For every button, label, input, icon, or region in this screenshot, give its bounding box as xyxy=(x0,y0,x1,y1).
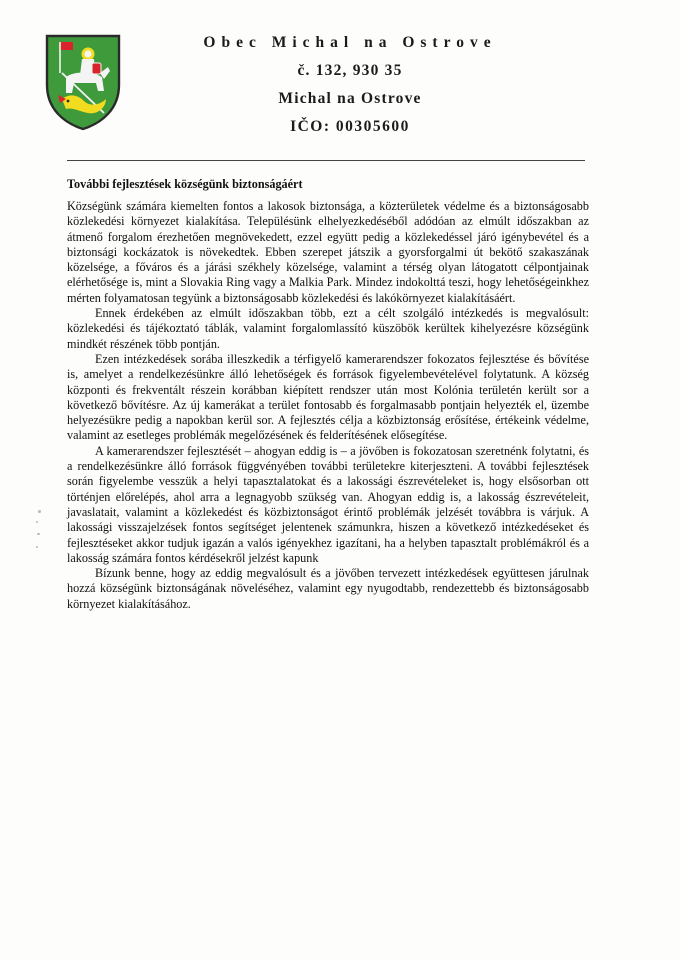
article-paragraph-4: A kamerarendszer fejlesztését – ahogyan eddig is – a jövőben is fokozatosan szeretnénk folytatni, és a rendelkezésünkre álló források függvényében további területekre kiterjeszteni. A további fejlesztések során figyelembe vesszük a helyi tapasztalatokat és a lakossági észrevételeket is, hogy elsősorban ott történjen előrelépés, ahol arra a legnagyobb szükség van. Ahogyan eddig is, a lakosság észrevételeit, javaslatait, valamint a közlekedést és közbiztonságot érintő problémák jelzését továbbra is várjuk. A lakossági visszajelzések fontos segítséget jelentenek számunkra, hiszen a következő intézkedéseket és fejlesztéseket akkor tudjuk igazán a valós igényekhez igazítani, ha a helyben tapasztalt problémákról és a lakosság számára fontos kérdésekről jelzést kapunk xyxy=(67,443,589,565)
letterhead xyxy=(150,34,550,136)
scan-speck xyxy=(36,521,38,523)
coat-of-arms-icon xyxy=(44,33,122,131)
scan-speck xyxy=(36,546,38,548)
article-paragraph-3: Ezen intézkedések sorába illeszkedik a térfigyelő kamerarendszer fokozatos fejlesztése és bővítése is, amelyet a rendelkezésünkre álló lehetőségek és források figyelembevételével folytatunk. A község központi és frekventált részein korábban kiépített rendszer után most Kolónia területén került sor a következő bővítésre. Az új kamerákat a terület fontosabb és forgalmasabb pontjain helyezték el, üzembe helyezésükre pedig a napokban kerül sor. A fejlesztés célja a közbiztonság erősítése, értékeink védelme, valamint az esetleges problémák megelőzésének és felderítésének elősegítése. xyxy=(67,351,589,443)
article-title: További fejlesztések községünk biztonságáért xyxy=(67,177,303,191)
municipality-address: č. 132, 930 35 xyxy=(297,62,403,79)
article-paragraph-2: Ennek érdekében az elmúlt időszakban több, ezt a célt szolgáló intézkedés is megvalósult: közlekedési és tájékoztató táblák, valamint forgalomlassító küszöbök kerültek kihelyezésre községünk mindkét részének több pontján. xyxy=(67,306,589,351)
header-divider xyxy=(67,160,585,161)
article-paragraph-5: Bízunk benne, hogy az eddig megvalósult és a jövőben tervezett intézkedések együttesen járulnak hozzá községünk biztonságának növeléséhez, valamint egy nyugodtabb, rendezettebb és biztonságosabb környezet kialakításához. xyxy=(67,566,589,611)
municipality-city: Michal na Ostrove xyxy=(278,90,422,107)
scan-speck xyxy=(38,510,41,513)
municipality-ico: IČO: 00305600 xyxy=(290,118,410,135)
municipality-name: Obec Michal na Ostrove xyxy=(203,34,497,51)
scan-speck xyxy=(37,533,40,535)
article-paragraph-1: Községünk számára kiemelten fontos a lakosok biztonsága, a közterületek védelme és a biztonságosabb közlekedési környezet kialakítása. Településünk elhelyezkedéséből adódóan az elmúlt időszakban az átmenő forgalom érezhetően megnövekedett, ezzel együtt pedig a közlekedéssel járó igénybevétel és a biztonsági kockázatok is növekedtek. Ebben szerepet játszik a gyorsforgalmi út bekötő szakaszának közelsége, a főváros és a járási székhely közelsége, valamint a térség olyan látogatott célpontjainak elérhetősége is, mint a Slovakia Ring vagy a Malkia Park. Mindez indokolttá teszi, hogy lehetőségeinkhez mérten folyamatosan tegyünk a biztonságosabb közlekedési és lakókörnyezet kialakításáért. xyxy=(67,199,589,305)
article xyxy=(67,177,589,612)
